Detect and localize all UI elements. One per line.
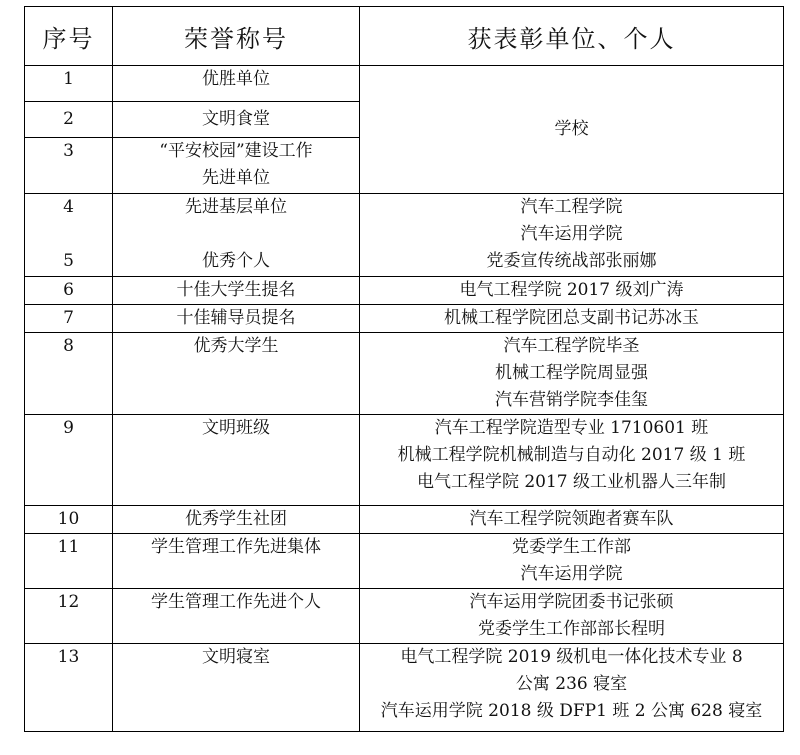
table-row [25,277,784,305]
header-no: 序号 [25,7,113,66]
row-title: 优胜单位 [113,66,360,102]
table-row [25,415,784,506]
header-title: 荣誉称号 [113,7,360,66]
row-recipient: 党委学生工作部 汽车运用学院 [360,534,784,589]
row-recipient: 汽车工程学院造型专业 1710601 班 机械工程学院机械制造与自动化 2017 级 1 班 电气工程学院 2017 级工业机器人三年制 [360,415,784,506]
row-title: 文明班级 [113,415,360,506]
row-title: 十佳大学生提名 [113,277,360,305]
row-recipient: 电气工程学院 2017 级刘广涛 [360,277,784,305]
row-title: 十佳辅导员提名 [113,305,360,333]
row-recipient: 机械工程学院团总支副书记苏冰玉 [360,305,784,333]
row-no: 7 [25,305,113,333]
row-title: 文明寝室 [113,644,360,732]
table-row [25,66,784,102]
row-no: 12 [25,589,113,644]
row-recipient: 汽车工程学院 汽车运用学院 党委宣传统战部张丽娜 [360,194,784,277]
header-row [25,7,784,66]
row-recipient: 学校 [360,66,784,194]
row-recipient: 汽车运用学院团委书记张硕 党委学生工作部部长程明 [360,589,784,644]
table-row [25,305,784,333]
row-title: 学生管理工作先进个人 [113,589,360,644]
row-no: 9 [25,415,113,506]
table-row [25,534,784,589]
row-recipient: 汽车工程学院毕圣 机械工程学院周显强 汽车营销学院李佳玺 [360,333,784,415]
row-recipient: 汽车工程学院领跑者赛车队 [360,506,784,534]
row-no: 11 [25,534,113,589]
table-row [25,194,784,277]
row-no: 1 [25,66,113,102]
row-no: 3 [25,138,113,194]
row-title: 文明食堂 [113,102,360,138]
table-row [25,506,784,534]
row-no: 10 [25,506,113,534]
row-recipient: 电气工程学院 2019 级机电一体化技术专业 8 公寓 236 寝室 汽车运用学院 2018 级 DFP1 班 2 公寓 628 寝室 [360,644,784,732]
row-no: 2 [25,102,113,138]
row-no: 6 [25,277,113,305]
row-no: 8 [25,333,113,415]
row-title: 优秀学生社团 [113,506,360,534]
row-title: 优秀大学生 [113,333,360,415]
table-row [25,589,784,644]
header-recipient: 获表彰单位、个人 [360,7,784,66]
table-row [25,333,784,415]
table-row [25,644,784,732]
row-no: 4 5 [25,194,113,277]
row-title: 学生管理工作先进集体 [113,534,360,589]
row-title: 先进基层单位 优秀个人 [113,194,360,277]
honors-table [24,6,784,732]
row-no: 13 [25,644,113,732]
row-title: “平安校园”建设工作 先进单位 [113,138,360,194]
